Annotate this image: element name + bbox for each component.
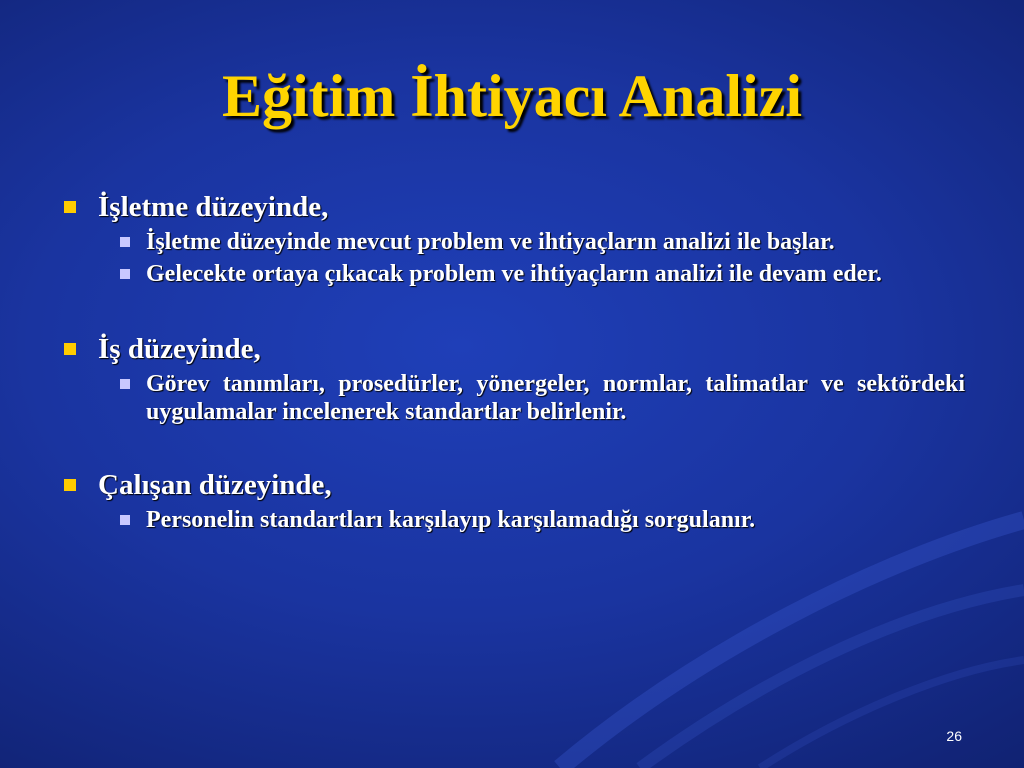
square-bullet-icon [120,269,130,279]
square-bullet-icon [120,515,130,525]
section-heading [60,468,965,502]
section-heading-text: Çalışan düzeyinde, [98,469,332,501]
section-heading-text: İşletme düzeyinde, [98,191,329,223]
sub-bullet-text: Görev tanımları, prosedürler, yönergeler, normlar, talimatlar ve sektördeki uygulamalar incelenerek standartlar belirlenir. [146,371,965,425]
section-heading [60,190,965,224]
page-number: 26 [946,728,962,744]
slide-title: Eğitim İhtiyacı Analizi [221,63,803,129]
slide-content [60,190,965,534]
sub-bullet-text: Personelin standartları karşılayıp karşılamadığı sorgulanır. [146,507,756,533]
sub-bullet-item [120,506,965,534]
square-bullet-icon [120,237,130,247]
section-heading [60,332,965,366]
square-bullet-icon [64,479,76,491]
sub-bullet-text: İşletme düzeyinde mevcut problem ve ihtiyaçların analizi ile başlar. [146,229,835,255]
square-bullet-icon [64,343,76,355]
sub-bullet-text: Gelecekte ortaya çıkacak problem ve ihtiyaçların analizi ile devam eder. [146,261,882,287]
section-heading-text: İş düzeyinde, [98,333,261,365]
sub-bullet-item [120,228,965,256]
sub-bullet-item [120,370,965,426]
square-bullet-icon [64,201,76,213]
sub-bullet-item [120,260,965,288]
square-bullet-icon [120,379,130,389]
